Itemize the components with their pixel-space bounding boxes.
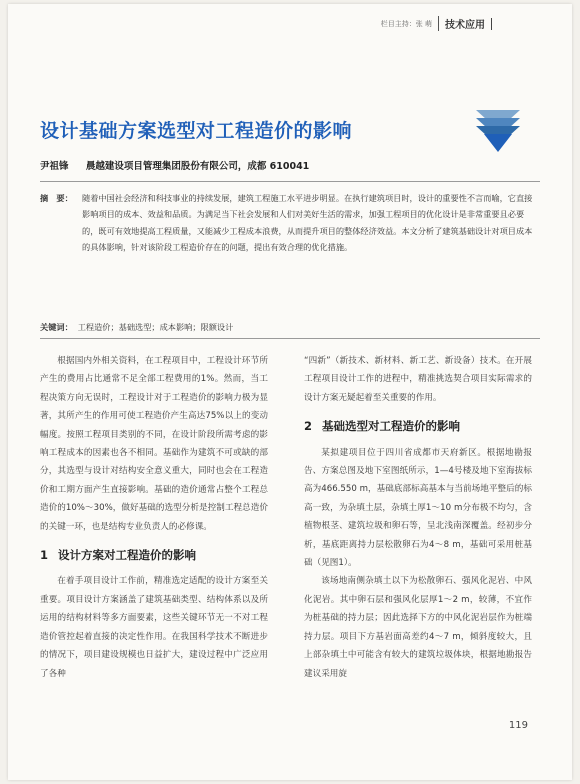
section-2-paragraph-2: 该场地南侧杂填土以下为松散卵石、强风化泥岩、中风化泥岩。其中卵石层和强风化层厚1～2 m，较薄，不宜作为桩基础的持力层；因此选择下方的中风化泥岩层作为桩端持力层。项目下方基岩面高差约4～7 m，倾斜度较大，且上部杂填土中可能含有较大的建筑垃圾体块，根据地勘报告建议采用旋 — [304, 576, 532, 679]
keywords — [40, 322, 540, 333]
keywords-text: 工程造价；基础选型；成本影响；限额设计 — [77, 322, 234, 332]
section-1-number: 1 — [40, 548, 49, 563]
article-title: 设计基础方案选型对工程造价的影响 — [40, 120, 353, 142]
abstract-text: 随着中国社会经济和科技事业的持续发展，建筑工程施工水平进步明显。在执行建筑项目时，设计的重要性不言而喻，它直接影响项目的成本、效益和品质。为满足当下社会发展和人们对美好生活的需求，加强工程项目的优化设计是非常重要且必要的，既可有效地提高工程质量，又能减少工程成本浪费，从而提升项目的整体经济效益。本文分析了建筑基础设计对项目成本的具体影响，针对该阶段工程造价存在的问题，提出有效合理的优化措施。 — [82, 193, 533, 252]
left-column — [40, 352, 268, 683]
abstract-label: 摘 要： — [40, 193, 73, 203]
section-name: 技术应用 — [438, 16, 485, 31]
section-2-title: 基础选型对工程造价的影响 — [322, 419, 461, 434]
divider-bottom — [40, 338, 540, 339]
divider-top — [40, 181, 540, 182]
continued-paragraph: “四新”（新技术、新材料、新工艺、新设备）技术。在开展工程项目设计工作的进程中，精准挑选契合项目实际需求的设计方案无疑起着至关重要的作用。 — [304, 356, 532, 403]
section-1-heading — [40, 546, 268, 564]
section-2-paragraph-1: 某拟建项目位于四川省成都市天府新区。根据地勘报告、方案总图及地下室图纸所示，1—4号楼及地下室海拔标高为466.550 m，基础底部标高基本与当前场地平整后的标高一致，为杂填土层，杂填土厚1～10 m分布极不均匀，含植物根茎、建筑垃圾和卵石等，呈北浅南深覆盖。经初步分析，基底距离持力层松散卵石为4～8 m，基础可采用桩基础（见图1）。 — [304, 447, 532, 569]
author-name: 尹祖锋 — [40, 161, 69, 172]
author-line — [40, 158, 309, 172]
keywords-label: 关键词： — [40, 322, 73, 332]
column-editor: 栏目主持：张 萌 — [380, 19, 432, 28]
section-2-heading — [304, 417, 532, 435]
section-1-title: 设计方案对工程造价的影响 — [58, 548, 197, 563]
section-2-number: 2 — [304, 419, 313, 434]
page-number: 119 — [508, 720, 528, 731]
author-affiliation: 晨越建设项目管理集团股份有限公司，成都 610041 — [85, 161, 310, 172]
section-1-paragraph: 在着手项目设计工作前，精准选定适配的设计方案至关重要。项目设计方案涵盖了建筑基础类型、结构体系以及所运用的结构材料等多方面要素，这些关键环节无一不对工程造价管控起着直接的决定性作用。在我国科学技术不断进步的情况下，项目建设规模也日益扩大，建设过程中广泛应用了各种 — [40, 576, 268, 679]
abstract — [40, 190, 540, 255]
header-divider — [491, 18, 492, 30]
journal-page — [8, 4, 572, 780]
running-header — [381, 16, 492, 31]
chevron-down-icon — [472, 104, 524, 156]
intro-paragraph: 根据国内外相关资料，在工程项目中，工程设计环节所产生的费用占比通常不足全部工程费用的1%。然而，当工程决策方向无误时，工程设计对于工程造价的影响力极为显著，其所产生的作用可使工程造价产生高达75%以上的变动幅度。按照工程项目类别的不同，在设计阶段所需考虑的影响工程成本的因素也各不相同。基础作为建筑不可或缺的部分，其选型与设计对结构安全意义重大，同时也会在工程造价和工期方面产生直接影响。基础的造价通常占整个工程总造价的10%～30%，做好基础的选型分析是控制工程总造价的关键一环，也是结构专业负责人的必修课。 — [40, 356, 268, 532]
right-column — [304, 352, 532, 683]
